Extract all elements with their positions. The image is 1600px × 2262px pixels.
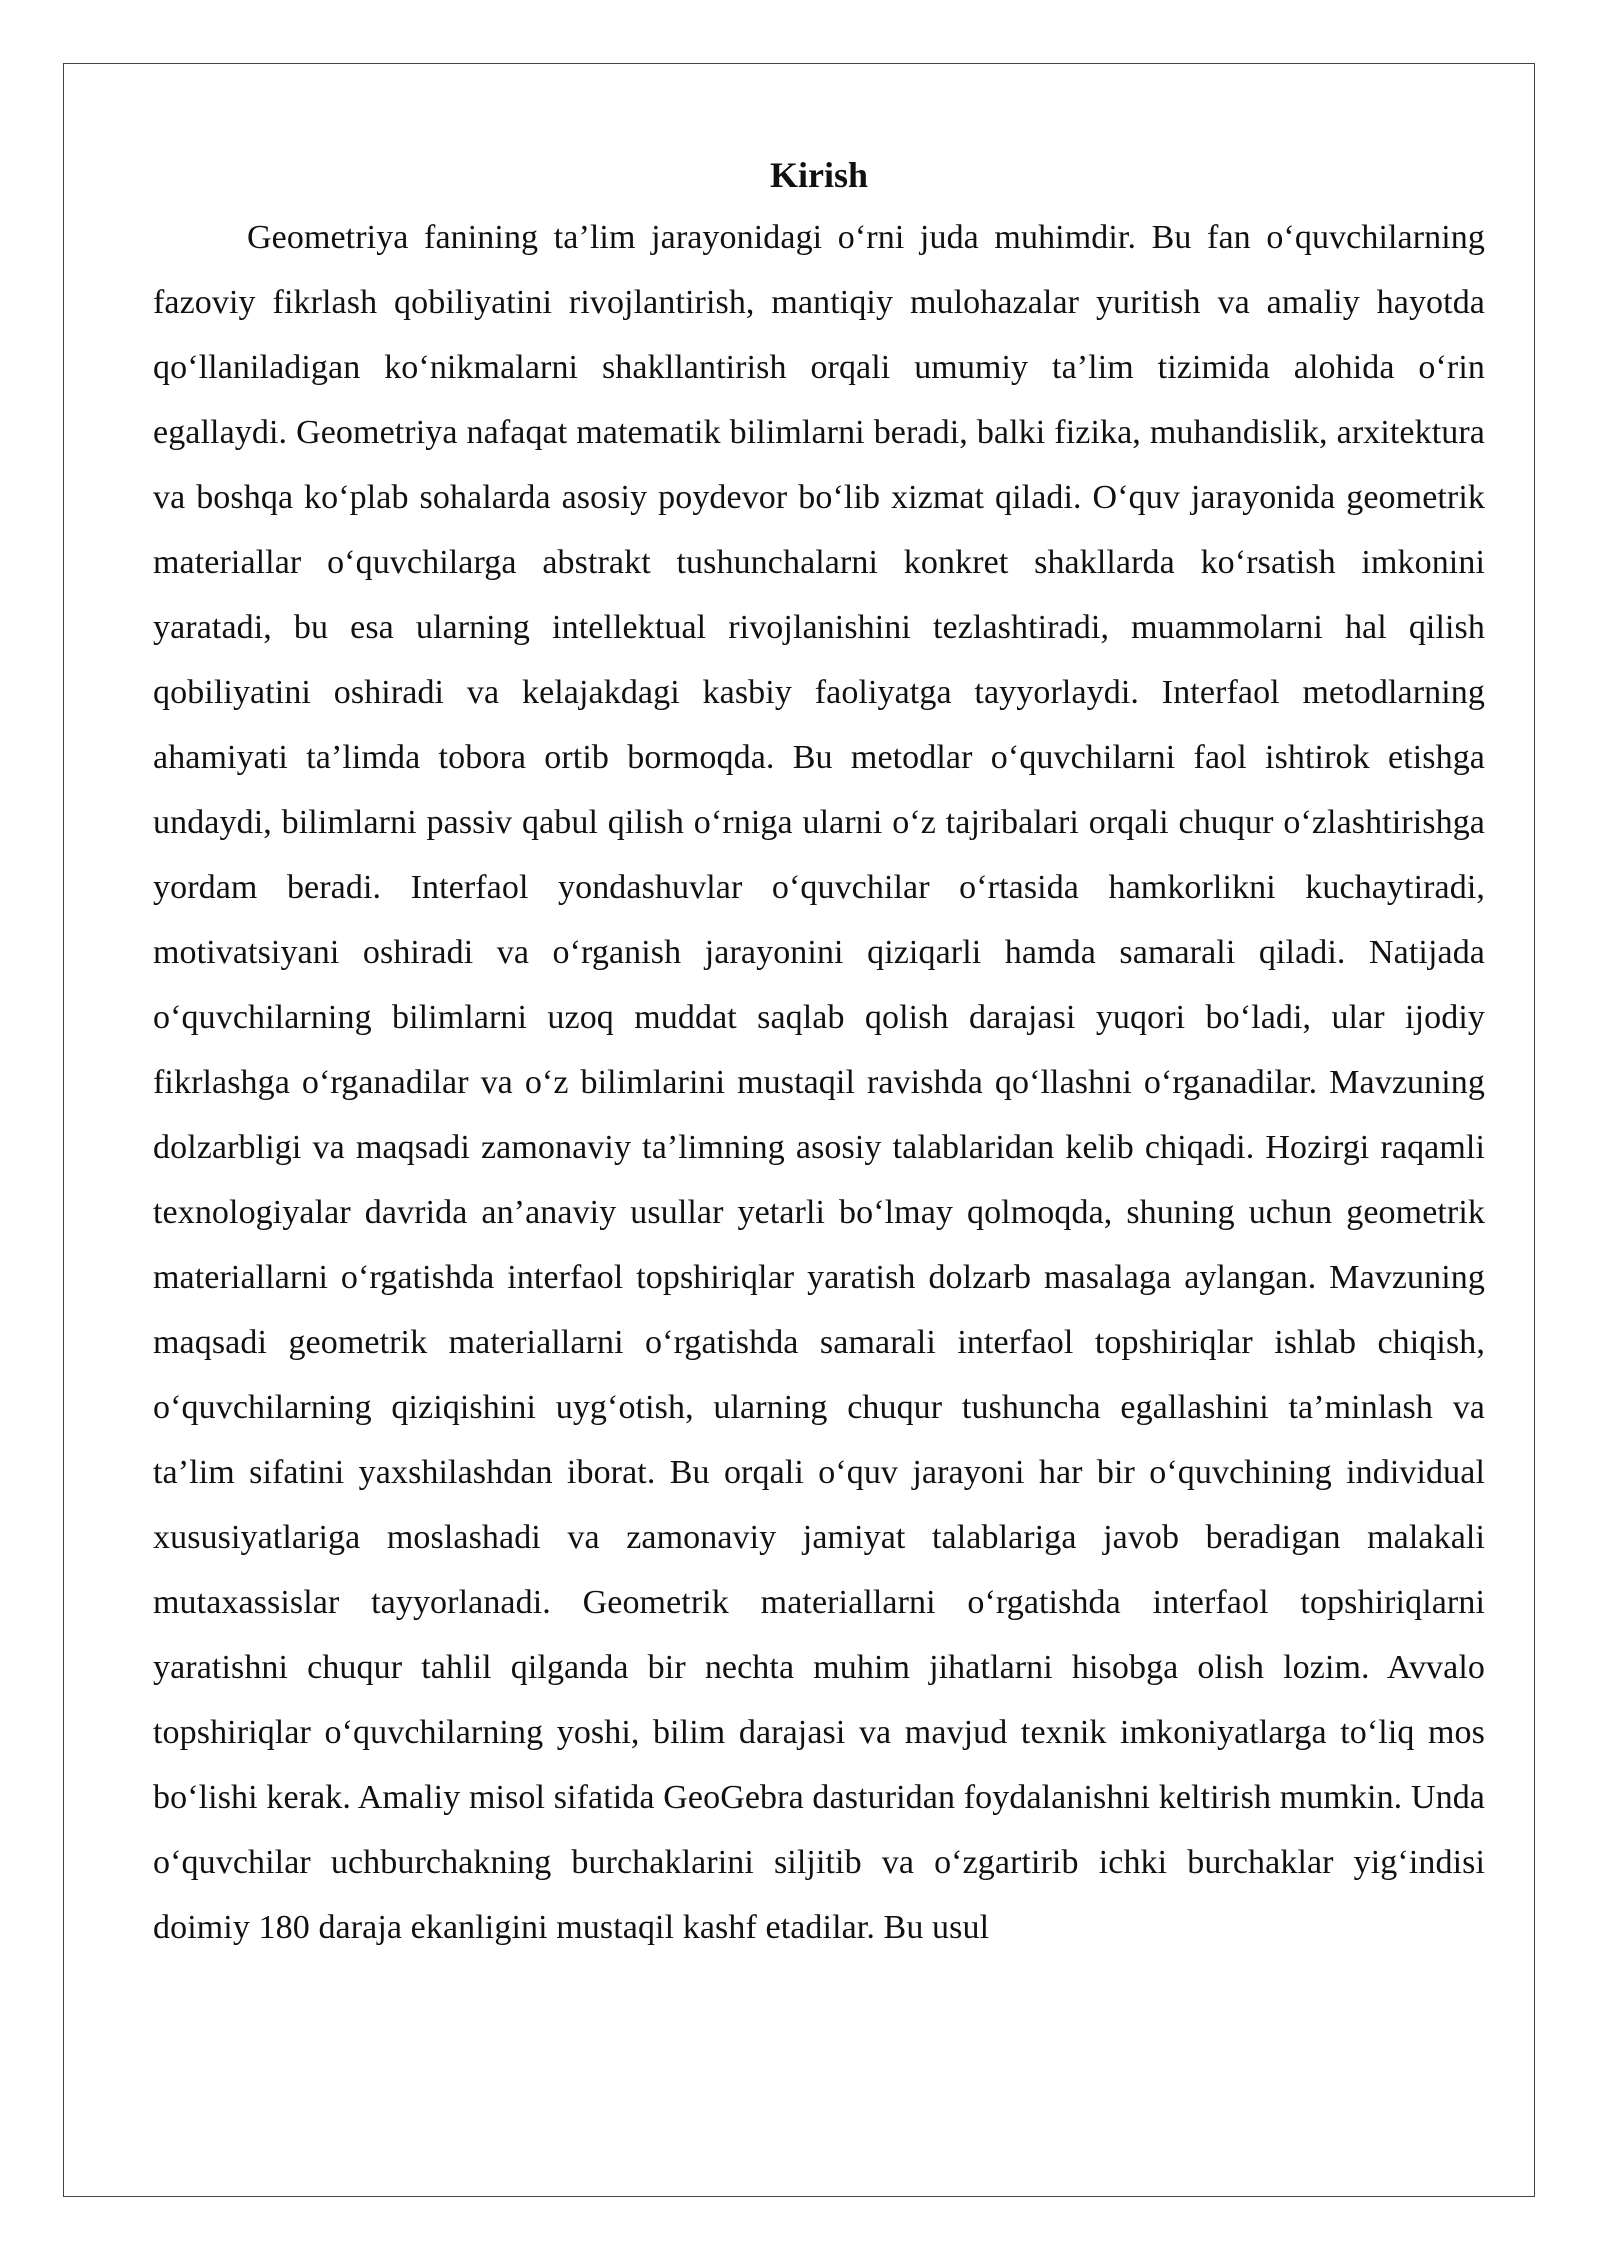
document-title: Kirish <box>769 155 868 195</box>
document-body <box>153 145 1485 1960</box>
body-paragraph: Geometriya fanining ta’lim jarayonidagi o‘rni juda muhimdir. Bu fan o‘quvchilarning fazoviy fikrlash qobiliyatini rivojlantirish, mantiqiy mulohazalar yuritish va amaliy hayotda qo‘llaniladigan ko‘nikmalarni shakllantirish orqali umumiy ta’lim tizimida alohida o‘rin egallaydi. Geometriya nafaqat matematik bilimlarni beradi, balki fizika, muhandislik, arxitektura va boshqa ko‘plab sohalarda asosiy poydevor bo‘lib xizmat qiladi. O‘quv jarayonida geometrik materiallar o‘quvchilarga abstrakt tushunchalarni konkret shakllarda ko‘rsatish imkonini yaratadi, bu esa ularning intellektual rivojlanishini tezlashtiradi, muammolarni hal qilish qobiliyatini oshiradi va kelajakdagi kasbiy faoliyatga tayyorlaydi. Interfaol metodlarning ahamiyati ta’limda tobora ortib bormoqda. Bu metodlar o‘quvchilarni faol ishtirok etishga undaydi, bilimlarni passiv qabul qilish o‘rniga ularni o‘z tajribalari orqali chuqur o‘zlashtirishga yordam beradi. Interfaol yondashuvlar o‘quvchilar o‘rtasida hamkorlikni kuchaytiradi, motivatsiyani oshiradi va o‘rganish jarayonini qiziqarli hamda samarali qiladi. Natijada o‘quvchilarning bilimlarni uzoq muddat saqlab qolish darajasi yuqori bo‘ladi, ular ijodiy fikrlashga o‘rganadilar va o‘z bilimlarini mustaqil ravishda qo‘llashni o‘rganadilar. Mavzuning dolzarbligi va maqsadi zamonaviy ta’limning asosiy talablaridan kelib chiqadi. Hozirgi raqamli texnologiyalar davrida an’anaviy usullar yetarli bo‘lmay qolmoqda, shuning uchun geometrik materiallarni o‘rgatishda interfaol topshiriqlar yaratish dolzarb masalaga aylangan. Mavzuning maqsadi geometrik materiallarni o‘rgatishda samarali interfaol topshiriqlar ishlab chiqish, o‘quvchilarning qiziqishini uyg‘otish, ularning chuqur tushuncha egallashini ta’minlash va ta’lim sifatini yaxshilashdan iborat. Bu orqali o‘quv jarayoni har bir o‘quvchining individual xususiyatlariga moslashadi va zamonaviy jamiyat talablariga javob beradigan malakali mutaxassislar tayyorlanadi. Geometrik materiallarni o‘rgatishda interfaol topshiriqlarni yaratishni chuqur tahlil qilganda bir nechta muhim jihatlarni hisobga olish lozim. Avvalo topshiriqlar o‘quvchilarning yoshi, bilim darajasi va mavjud texnik imkoniyatlarga to‘liq mos bo‘lishi kerak. Amaliy misol sifatida GeoGebra dasturidan foydalanishni keltirish mumkin. Unda o‘quvchilar uchburchakning burchaklarini siljitib va o‘zgartirib ichki burchaklar yig‘indisi doimiy 180 daraja ekanligini mustaqil kashf etadilar. Bu usul <box>153 219 1485 1946</box>
